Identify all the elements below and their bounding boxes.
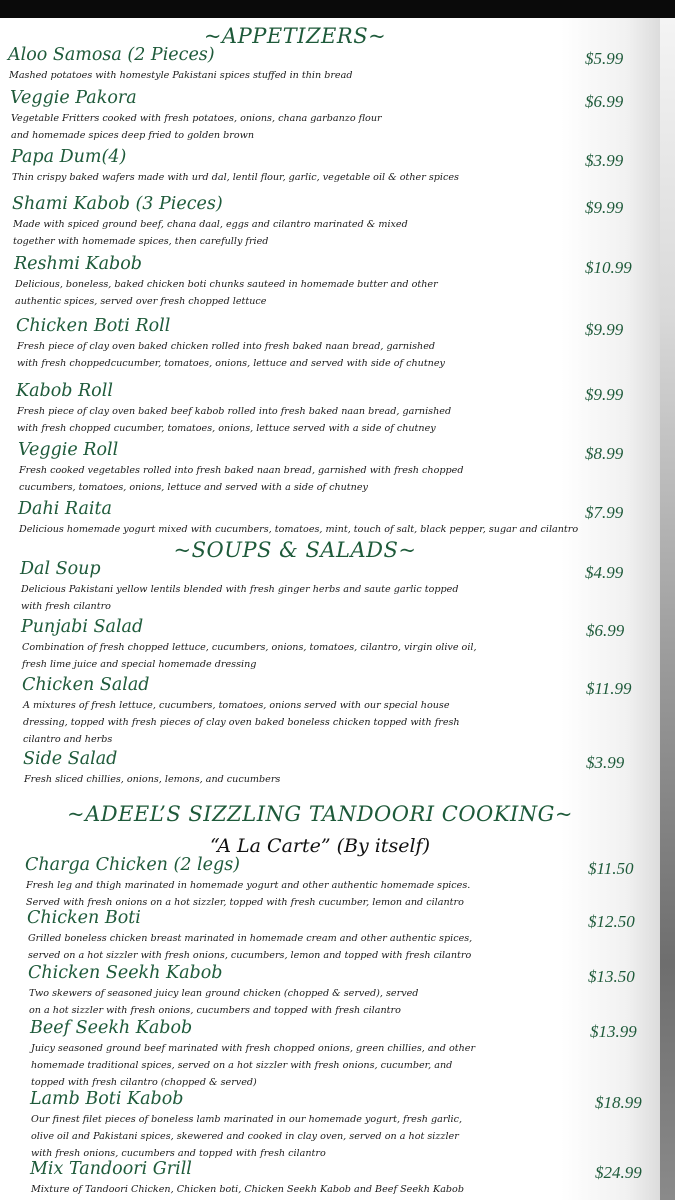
menu-item-price: $11.50 [588,859,634,878]
menu-item-description-line: Mixture of Tandoori Chicken, Chicken boti, Chicken Seekh Kabob and Beef Seekh Kabob [31,1184,464,1195]
menu-item-price: $13.99 [590,1022,637,1041]
menu-item-name: Chicken Boti [27,908,141,928]
menu-item-description [28,930,472,964]
menu-item-price: $18.99 [595,1093,642,1112]
menu-item-description [13,216,408,250]
menu-item-description [19,521,578,538]
menu-item-price: $10.99 [585,258,632,277]
menu-item-name: Chicken Salad [22,675,150,695]
menu-item-name: Aloo Samosa (2 Pieces) [8,45,215,65]
menu-item-price: $9.99 [585,320,624,339]
menu-item-description-line: on a hot sizzler with fresh onions, cucumbers and topped with fresh cilantro [29,1005,401,1016]
menu-item-name: Punjabi Salad [21,617,144,637]
menu-item-price: $8.99 [585,444,624,463]
section-heading-appetizers: ~APPETIZERS~ [203,24,387,48]
menu-item-price: $4.99 [585,563,624,582]
menu-item-description-line: Fresh sliced chillies, onions, lemons, and cucumbers [24,774,281,785]
menu-item-price: $5.99 [585,49,624,68]
menu-item-price: $9.99 [585,198,624,217]
menu-item-description-line: dressing, topped with fresh pieces of clay oven baked boneless chicken topped with fresh [23,717,460,728]
menu-item-description-line: Juicy seasoned ground beef marinated with fresh chopped onions, green chillies, and other [31,1043,476,1054]
menu-item-description [23,697,460,748]
menu-item-name: Veggie Roll [18,440,119,460]
menu-item-price: $6.99 [586,621,625,640]
menu-item-description-line: together with homemade spices, then carefully fried [13,236,269,247]
menu-item-price: $11.99 [586,679,632,698]
menu-item-name: Dal Soup [20,559,101,579]
menu-item-description-line: Fresh piece of clay oven baked beef kabob rolled into fresh baked naan bread, garnished [17,406,452,417]
menu-item-description [22,639,477,673]
menu-item-name: Mix Tandoori Grill [30,1159,192,1179]
menu-item-description-line: Vegetable Fritters cooked with fresh potatoes, onions, chana garbanzo flour [11,113,382,124]
menu-item-description-line: Fresh cooked vegetables rolled into fresh baked naan bread, garnished with fresh chopped [19,465,464,476]
menu-item-description-line: Fresh leg and thigh marinated in homemade yogurt and other authentic homemade spices. [26,880,471,891]
menu-item-description-line: Thin crispy baked wafers made with urd dal, lentil flour, garlic, vegetable oil & other spices [12,172,459,183]
menu-item-price: $3.99 [585,151,624,170]
menu-item-description [12,169,459,186]
menu-item-description-line: cilantro and herbs [23,734,113,745]
menu-item-price: $9.99 [585,385,624,404]
menu-item-name: Charga Chicken (2 legs) [25,855,240,875]
menu-item-description-line: with fresh chopped cucumber, tomatoes, onions, lettuce served with a side of chutney [17,423,436,434]
menu-item-description-line: with fresh cilantro [21,601,111,612]
menu-item-description-line: authentic spices, served over fresh chopped lettuce [15,296,267,307]
menu-item-description-line: Served with fresh onions on a hot sizzler, topped with fresh cucumber, lemon and cilantro [26,897,464,908]
menu-item-name: Kabob Roll [16,381,113,401]
menu-item-description-line: homemade traditional spices, served on a hot sizzler with fresh onions, cucumber, and [31,1060,453,1071]
section-subheading-a-la-carte: “A La Carte” (By itself) [210,835,430,857]
menu-item-price: $13.50 [588,967,635,986]
menu-item-name: Chicken Seekh Kabob [28,963,223,983]
menu-item-price: $6.99 [585,92,624,111]
menu-item-description-line: Fresh piece of clay oven baked chicken rolled into fresh baked naan bread, garnished [17,341,436,352]
menu-item-description-line: Delicious, boneless, baked chicken boti chunks sauteed in homemade butter and other [15,279,438,290]
menu-item-description-line: Delicious homemade yogurt mixed with cucumbers, tomatoes, mint, touch of salt, black pepper, sugar and cilantro [19,524,579,535]
menu-item-description [31,1040,475,1091]
menu-page [0,18,660,1200]
menu-item-description-line: Our finest filet pieces of boneless lamb marinated in our homemade yogurt, fresh garlic, [31,1114,463,1125]
menu-item-description-line: served on a hot sizzler with fresh onions, cucumbers, lemon and topped with fresh cilantro [28,950,472,961]
menu-item-price: $24.99 [595,1163,642,1182]
menu-item-name: Beef Seekh Kabob [30,1018,193,1038]
menu-item-name: Veggie Pakora [10,88,137,108]
page-shadow-edge [660,18,675,1200]
menu-item-description [29,985,418,1019]
menu-item-description-line: Two skewers of seasoned juicy lean ground chicken (chopped & served), served [29,988,419,999]
section-heading-soups-salads: ~SOUPS & SALADS~ [173,538,417,562]
menu-item-description [19,462,463,496]
section-heading-tandoori: ~ADEEL’S SIZZLING TANDOORI COOKING~ [66,802,574,826]
menu-item-description-line: olive oil and Pakistani spices, skewered and cooked in clay oven, served on a hot sizzler [31,1131,459,1142]
menu-item-description [21,581,459,615]
menu-item-name: Dahi Raita [18,499,112,519]
menu-item-description-line: with fresh onions, cucumbers and topped with fresh cilantro [31,1148,326,1159]
menu-item-name: Reshmi Kabob [14,254,142,274]
menu-item-description [17,403,451,437]
menu-item-name: Side Salad [23,749,118,769]
menu-item-description [24,771,280,788]
menu-item-description [17,338,445,372]
menu-item-description [31,1111,462,1162]
menu-item-description-line: cucumbers, tomatoes, onions, lettuce and served with a side of chutney [19,482,368,493]
menu-item-description-line: with fresh choppedcucumber, tomatoes, onions, lettuce and served with side of chutney [17,358,445,369]
menu-item-name: Papa Dum(4) [11,147,127,167]
menu-item-description [31,1181,464,1198]
menu-item-name: Chicken Boti Roll [16,316,171,336]
menu-item-price: $3.99 [586,753,625,772]
menu-item-description-line: fresh lime juice and special homemade dressing [22,659,257,670]
menu-item-price: $7.99 [585,503,624,522]
menu-item-description [9,67,352,84]
menu-item-name: Lamb Boti Kabob [30,1089,184,1109]
menu-item-description-line: topped with fresh cilantro (chopped & served) [31,1077,257,1088]
menu-item-description [26,877,470,911]
menu-item-description-line: Combination of fresh chopped lettuce, cucumbers, onions, tomatoes, cilantro, virgin olive oil, [22,642,477,653]
menu-item-description [11,110,382,144]
menu-item-description-line: Delicious Pakistani yellow lentils blended with fresh ginger herbs and saute garlic topped [21,584,459,595]
menu-item-description [15,276,438,310]
menu-item-description-line: Grilled boneless chicken breast marinated in homemade cream and other authentic spices, [28,933,473,944]
menu-item-description-line: A mixtures of fresh lettuce, cucumbers, tomatoes, onions served with our special house [23,700,450,711]
menu-item-description-line: Made with spiced ground beef, chana daal, eggs and cilantro marinated & mixed [13,219,408,230]
menu-item-price: $12.50 [588,912,635,931]
menu-item-description-line: and homemade spices deep fried to golden brown [11,130,255,141]
menu-item-description-line: Mashed potatoes with homestyle Pakistani spices stuffed in thin bread [9,70,353,81]
menu-item-name: Shami Kabob (3 Pieces) [12,194,223,214]
